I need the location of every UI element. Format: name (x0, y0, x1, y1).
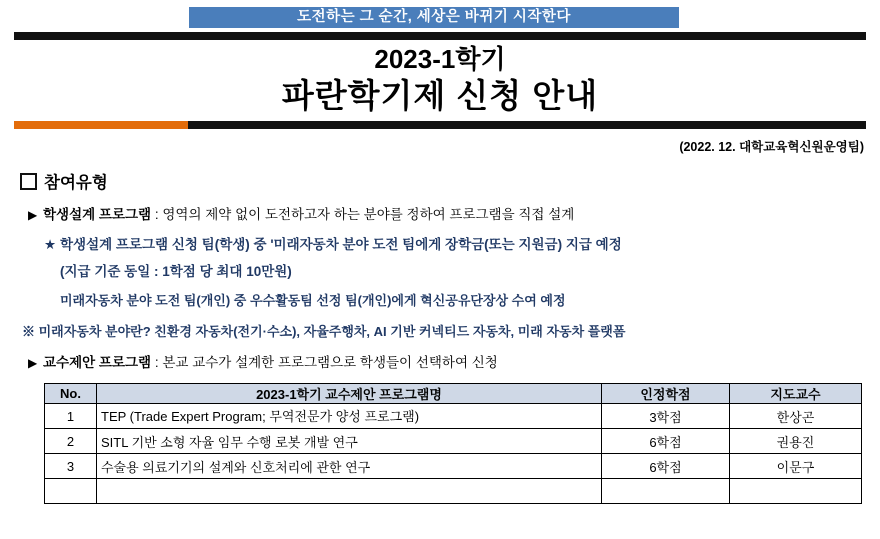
cell-program-name: SITL 기반 소형 자율 임무 수행 로봇 개발 연구 (97, 429, 602, 454)
table-row (45, 404, 862, 429)
col-header-professor: 지도교수 (730, 384, 862, 404)
triangle-right-icon: ▶ (28, 356, 38, 370)
cell-no: 2 (45, 429, 97, 454)
cell-professor (730, 479, 862, 504)
bullet-professor-proposal-label: 교수제안 프로그램 (43, 355, 152, 370)
title-bottom-rule (14, 120, 866, 130)
page-title: 파란학기제 신청 안내 (281, 77, 599, 114)
section-heading-label: 참여유형 (44, 174, 108, 192)
bullet-professor-proposal-desc: 본교 교수가 설계한 프로그램으로 학생들이 선택하여 신청 (162, 355, 498, 370)
cell-credit: 6학점 (602, 454, 730, 479)
bullet-professor-proposal (28, 354, 866, 372)
col-header-no: No. (45, 384, 97, 404)
bullet-student-design (28, 206, 866, 224)
table-row (45, 454, 862, 479)
title-top-rule (14, 31, 866, 40)
triangle-right-icon: ▶ (28, 208, 38, 222)
cell-professor: 이문구 (730, 454, 862, 479)
star-note-sub1: (지급 기준 동일 : 1학점 당 최대 10만원) (60, 264, 292, 279)
rule-segment-black (188, 121, 866, 129)
cell-no (45, 479, 97, 504)
cell-program-name: 수술용 의료기기의 설계와 신호처리에 관한 연구 (97, 454, 602, 479)
table-row (45, 429, 862, 454)
checkbox-square-icon (20, 173, 37, 190)
cell-no: 3 (45, 454, 97, 479)
rule-segment-left (14, 32, 188, 40)
program-table (44, 383, 862, 504)
issuer-line: (2022. 12. 대학교육혁신원운영팀) (679, 140, 864, 154)
cell-professor: 한상곤 (730, 404, 862, 429)
semester-title: 2023-1학기 (374, 44, 506, 74)
rule-segment-orange (14, 121, 188, 129)
table-row-partial (45, 479, 862, 504)
section-heading (20, 169, 866, 193)
slogan-banner: 도전하는 그 순간, 세상은 바뀌기 시작한다 (189, 7, 679, 28)
star-icon: ★ (44, 237, 57, 252)
bullet-student-design-desc: 영역의 제약 없이 도전하고자 하는 분야를 정하여 프로그램을 직접 설계 (162, 207, 575, 222)
col-header-program-name: 2023-1학기 교수제안 프로그램명 (97, 384, 602, 404)
banner-row (14, 6, 866, 28)
star-note (44, 236, 866, 254)
cell-professor: 권용진 (730, 429, 862, 454)
cell-program-name (97, 479, 602, 504)
cell-credit: 6학점 (602, 429, 730, 454)
bullet-student-design-label: 학생설계 프로그램 (43, 207, 152, 222)
cell-no: 1 (45, 404, 97, 429)
table-header-row (45, 384, 862, 404)
bullet-professor-proposal-sep: : (151, 355, 163, 370)
bullet-student-design-sep: : (151, 207, 163, 222)
document-page (0, 6, 880, 539)
future-car-definition-note: ※ 미래자동차 분야란? 친환경 자동차(전기·수소), 자율주행차, AI 기반 커넥티드 자동차, 미래 자동차 플랫폼 (22, 324, 626, 339)
col-header-credit: 인정학점 (602, 384, 730, 404)
rule-segment-right (188, 32, 866, 40)
cell-program-name: TEP (Trade Expert Program; 무역전문가 양성 프로그램) (97, 404, 602, 429)
cell-credit (602, 479, 730, 504)
bullet-student-design-text (43, 206, 574, 224)
bullet-professor-proposal-text (43, 354, 498, 372)
star-note-sub2: 미래자동차 분야 도전 팀(개인) 중 우수활동팀 선정 팀(개인)에게 혁신공유단장상 수여 예정 (60, 293, 566, 308)
star-note-text: 학생설계 프로그램 신청 팀(학생) 중 '미래자동차 분야 도전 팀에게 장학금(또는 지원금) 지급 예정 (60, 237, 622, 252)
cell-credit: 3학점 (602, 404, 730, 429)
